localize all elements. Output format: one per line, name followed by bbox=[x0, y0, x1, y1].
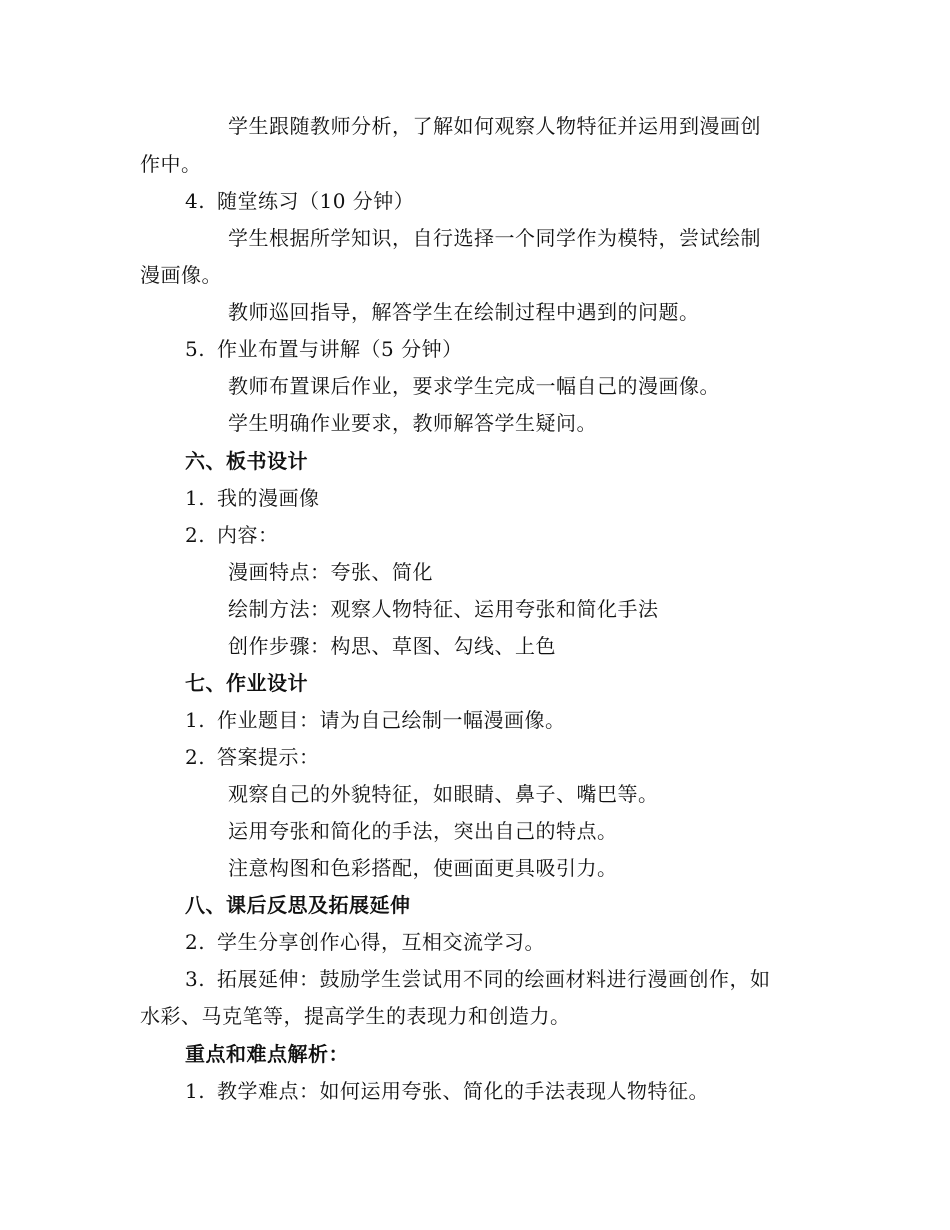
list-number: 4. bbox=[185, 189, 206, 213]
list-text: 我的漫画像 bbox=[217, 486, 320, 510]
paragraph-line: 学生明确作业要求，教师解答学生疑问。 bbox=[228, 411, 597, 435]
list-item bbox=[185, 1077, 709, 1105]
list-number: 2. bbox=[185, 745, 206, 769]
list-number: 1. bbox=[185, 486, 206, 510]
list-text: 作业题目：请为自己绘制一幅漫画像。 bbox=[217, 708, 566, 732]
list-item bbox=[185, 521, 279, 549]
paragraph-line: 教师巡回指导，解答学生在绘制过程中遇到的问题。 bbox=[228, 300, 700, 324]
paragraph-line: 绘制方法：观察人物特征、运用夸张和简化手法 bbox=[228, 597, 659, 621]
list-text: 学生分享创作心得，互相交流学习。 bbox=[217, 930, 545, 954]
list-number: 2. bbox=[185, 523, 206, 547]
list-number: 1. bbox=[185, 1079, 206, 1103]
list-item bbox=[185, 965, 771, 993]
list-text: 拓展延伸：鼓励学生尝试用不同的绘画材料进行漫画创作，如 bbox=[217, 967, 771, 991]
list-item bbox=[185, 743, 320, 771]
list-item bbox=[185, 335, 463, 363]
paragraph-line: 注意构图和色彩搭配，使画面更具吸引力。 bbox=[228, 856, 618, 880]
section-heading-7: 七、作业设计 bbox=[185, 671, 308, 695]
list-number: 1. bbox=[185, 708, 206, 732]
list-number: 3. bbox=[185, 967, 206, 991]
paragraph-line: 作中。 bbox=[140, 152, 202, 176]
key-points-heading: 重点和难点解析： bbox=[185, 1042, 349, 1066]
list-number: 2. bbox=[185, 930, 206, 954]
paragraph-line: 漫画像。 bbox=[140, 263, 222, 287]
list-item bbox=[185, 187, 414, 215]
list-item bbox=[185, 928, 545, 956]
list-item bbox=[185, 484, 320, 512]
paragraph-line: 水彩、马克笔等，提高学生的表现力和创造力。 bbox=[140, 1004, 571, 1028]
paragraph-line: 创作步骤：构思、草图、勾线、上色 bbox=[228, 634, 556, 658]
list-number: 5. bbox=[185, 337, 206, 361]
list-text: 作业布置与讲解（5 分钟） bbox=[217, 337, 463, 361]
paragraph-line: 学生根据所学知识，自行选择一个同学作为模特，尝试绘制 bbox=[228, 226, 761, 250]
paragraph-line: 漫画特点：夸张、简化 bbox=[228, 560, 433, 584]
paragraph-line: 学生跟随教师分析，了解如何观察人物特征并运用到漫画创 bbox=[228, 114, 761, 138]
list-text: 随堂练习（10 分钟） bbox=[217, 189, 415, 213]
section-heading-6: 六、板书设计 bbox=[185, 449, 308, 473]
paragraph-line: 观察自己的外貌特征，如眼睛、鼻子、嘴巴等。 bbox=[228, 782, 659, 806]
list-text: 教学难点：如何运用夸张、简化的手法表现人物特征。 bbox=[217, 1079, 709, 1103]
list-text: 答案提示： bbox=[217, 745, 320, 769]
section-heading-8: 八、课后反思及拓展延伸 bbox=[185, 893, 411, 917]
list-item bbox=[185, 706, 566, 734]
paragraph-line: 运用夸张和简化的手法，突出自己的特点。 bbox=[228, 819, 618, 843]
list-text: 内容： bbox=[217, 523, 279, 547]
paragraph-line: 教师布置课后作业，要求学生完成一幅自己的漫画像。 bbox=[228, 374, 720, 398]
